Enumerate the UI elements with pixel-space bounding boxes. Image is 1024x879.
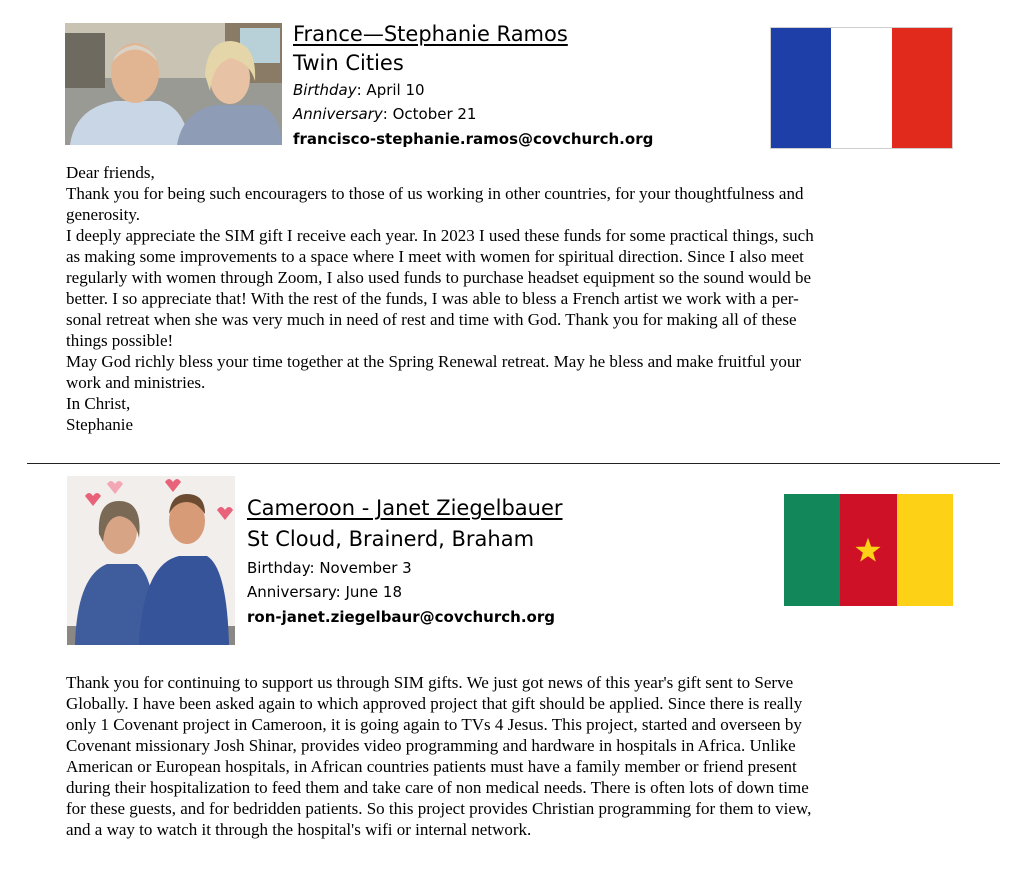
letter-line: I deeply appreciate the SIM gift I receive each year. In 2023 I used these funds for some practical things, such [66,226,814,245]
region-name: Twin Cities [293,51,404,75]
letter-line: work and ministries. [66,373,206,392]
cameroon-flag [784,494,953,606]
letter-line: only 1 Covenant project in Cameroon, it is going again to TVs 4 Jesus. This project, started and overseen by [66,715,802,734]
section-divider [27,463,1000,464]
anniversary-line: Anniversary: June 18 [247,583,403,601]
letter-line: American or European hospitals, in African countries patients must have a family member or friend present [66,757,797,776]
letter-line: Stephanie [66,415,134,434]
flag-stripe-red [892,28,952,148]
section-title: Cameroon - Janet Ziegelbauer [247,496,563,520]
ramos-letter [66,162,814,435]
letter-line: as making some improvements to a space where I meet with women for spiritual direction. Since I also meet [66,247,804,266]
birthday-label: Birthday [293,81,357,99]
anniversary-label: Anniversary [293,105,383,123]
star-icon [854,536,882,564]
anniversary-line [293,102,653,126]
anniversary-value: : October 21 [382,105,477,123]
ziegelbauer-letter [66,672,811,840]
ziegelbauer-header [247,494,563,630]
letter-line: May God richly bless your time together at the Spring Renewal retreat. May he bless and make fruitful your [66,352,802,371]
letter-line: Covenant missionary Josh Shinar, provides video programming and hardware in hospitals in Africa. Unlike [66,736,796,755]
france-flag [770,27,953,149]
birthday-line [293,78,653,102]
letter-line: and a way to watch it through the hospital's wifi or internal network. [66,820,532,839]
letter-line: for these guests, and for bedridden patients. So this project provides Christian programming for them to view, [66,799,812,818]
birthday-line: Birthday: November 3 [247,559,412,577]
letter-line: better. I so appreciate that! With the rest of the funds, I was able to bless a French artist we work with a per- [66,289,799,308]
letter-line: sonal retreat when she was very much in need of rest and time with God. Thank you for making all of these [66,310,797,329]
region-name: St Cloud, Brainerd, Braham [247,527,535,551]
letter-line: Globally. I have been asked again to which approved project that gift should be applied. Since there is really [66,694,803,713]
section-title: France—Stephanie Ramos [293,22,568,46]
ramos-header [293,20,653,152]
flag-stripe-yellow [897,494,953,606]
letter-line: In Christ, [66,394,131,413]
flag-stripe-white [831,28,891,148]
birthday-value: : April 10 [356,81,425,99]
ramos-couple-photo [65,23,282,145]
email-address: francisco-stephanie.ramos@covchurch.org [293,130,654,148]
letter-line: generosity. [66,205,140,224]
letter-line: Dear friends, [66,163,155,182]
flag-stripe-green [784,494,840,606]
letter-line: things possible! [66,331,174,350]
letter-line: regularly with women through Zoom, I also used funds to purchase headset equipment so the sound would be [66,268,812,287]
email-address: ron-janet.ziegelbaur@covchurch.org [247,608,555,626]
flag-stripe-red [840,494,896,606]
ziegelbauer-couple-photo [67,476,235,645]
letter-line: Thank you for being such encouragers to those of us working in other countries, for your thoughtfulness and [66,184,804,203]
letter-line: Thank you for continuing to support us through SIM gifts. We just got news of this year's gift sent to Serve [66,673,794,692]
flag-stripe-blue [771,28,831,148]
letter-line: during their hospitalization to feed them and take care of non medical needs. There is often lots of down time [66,778,809,797]
